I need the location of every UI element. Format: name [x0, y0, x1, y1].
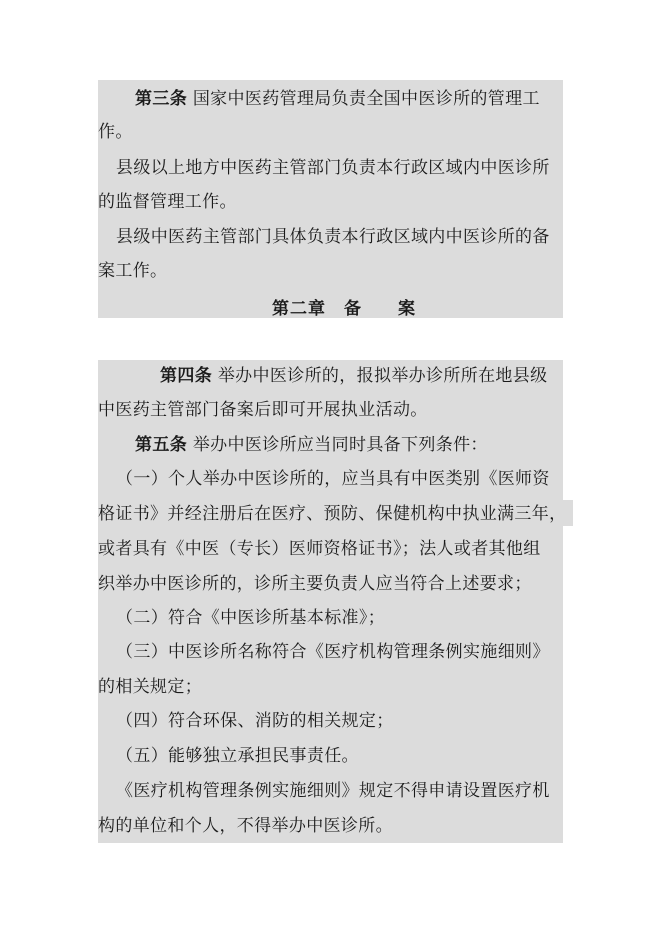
article4-text: 举办中医诊所的，报拟举办诊所所在地县级: [217, 366, 548, 386]
article3-line2: 作。: [98, 122, 133, 142]
article5-intro: 举办中医诊所应当同时具备下列条件：: [192, 435, 488, 455]
article4-line2: 中医药主管部门备案后即可开展执业活动。: [98, 400, 428, 420]
article5-intro-line: [135, 433, 488, 457]
article5-item2: （二）符合《中医诊所基本标准》；: [116, 608, 386, 628]
article3-para2-line1: 县级以上地方中医药主管部门负责本行政区域内中医诊所: [116, 158, 550, 178]
article5-item3-line2: 的相关规定；: [98, 677, 203, 697]
article3-text: 国家中医药管理局负责全国中医诊所的管理工: [192, 89, 540, 109]
article5-item1-line2: 格证书》并经注册后在医疗、预防、保健机构中执业满三年，: [98, 504, 567, 524]
article5-note-line2: 构的单位和个人，不得举办中医诊所。: [98, 816, 393, 836]
article3-line1: [135, 87, 540, 111]
article3-label: 第三条: [135, 89, 188, 109]
article5-item1-line4: 织举办中医诊所的，诊所主要负责人应当符合上述要求；: [98, 574, 532, 594]
chapter-gap: [98, 318, 563, 360]
article5-item3-line1: （三）中医诊所名称符合《医疗机构管理条例实施细则》: [116, 642, 550, 662]
article5-item4: （四）符合环保、消防的相关规定；: [116, 711, 394, 731]
article3-para2-line2: 的监督管理工作。: [98, 192, 237, 212]
article5-item5: （五）能够独立承担民事责任。: [116, 746, 359, 766]
article5-item1-line1: （一）个人举办中医诊所的，应当具有中医类别《医师资: [116, 469, 550, 489]
article3-para3-line2: 案工作。: [98, 261, 168, 281]
chapter-title: 第二章 备 案: [272, 299, 416, 319]
article5-note-line1: 《医疗机构管理条例实施细则》规定不得申请设置医疗机: [116, 781, 550, 801]
article4-label: 第四条: [160, 366, 213, 386]
article3-para3-line1: 县级中医药主管部门具体负责本行政区域内中医诊所的备: [116, 227, 550, 247]
article4-line1: [160, 364, 547, 388]
article5-item1-line3: 或者具有《中医（专长）医师资格证书》；法人或者其他组: [98, 539, 541, 559]
article5-label: 第五条: [135, 435, 188, 455]
